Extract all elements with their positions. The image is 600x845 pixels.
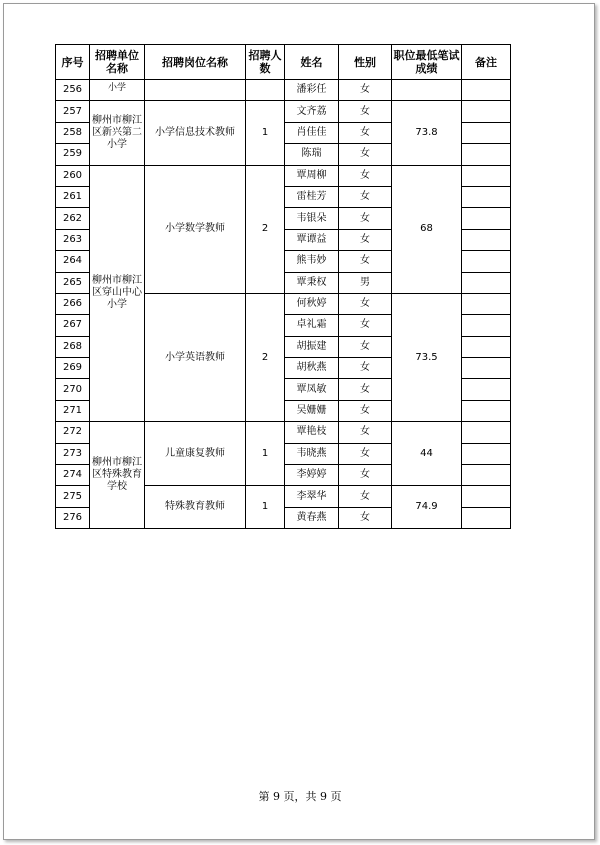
name-cell: 韦晓燕 xyxy=(285,443,339,464)
score-cell xyxy=(392,80,462,101)
name-cell: 胡振建 xyxy=(285,336,339,357)
name-cell: 卓礼霜 xyxy=(285,315,339,336)
quota-cell: 1 xyxy=(246,101,285,165)
unit-name-tail: 小学 xyxy=(107,82,126,93)
seq-cell: 273 xyxy=(56,443,90,464)
quota-cell xyxy=(246,80,285,101)
gender-cell: 女 xyxy=(339,358,392,379)
seq-cell: 259 xyxy=(56,144,90,165)
seq-cell: 274 xyxy=(56,465,90,486)
unit-cell: 柳州市柳江区穿山中心小学 xyxy=(90,165,145,422)
header-gender: 性别 xyxy=(339,45,392,80)
name-cell: 潘彩任 xyxy=(285,80,339,101)
seq-cell: 269 xyxy=(56,358,90,379)
remark-cell xyxy=(462,465,511,486)
remark-cell xyxy=(462,486,511,507)
gender-cell: 女 xyxy=(339,144,392,165)
name-cell: 雷桂芳 xyxy=(285,186,339,207)
remark-cell xyxy=(462,336,511,357)
position-cell: 小学信息技术教师 xyxy=(145,101,246,165)
seq-cell: 275 xyxy=(56,486,90,507)
remark-cell xyxy=(462,379,511,400)
seq-cell: 264 xyxy=(56,251,90,272)
score-cell: 73.8 xyxy=(392,101,462,165)
unit-cell xyxy=(90,80,145,101)
seq-cell: 268 xyxy=(56,336,90,357)
name-cell: 何秋婷 xyxy=(285,293,339,314)
position-cell: 儿童康复教师 xyxy=(145,422,246,486)
seq-cell: 261 xyxy=(56,186,90,207)
name-cell: 文齐荔 xyxy=(285,101,339,122)
score-cell: 73.5 xyxy=(392,293,462,421)
unit-cell: 柳州市柳江区新兴第二小学 xyxy=(90,101,145,165)
score-cell: 74.9 xyxy=(392,486,462,529)
name-cell: 吴姗姗 xyxy=(285,400,339,421)
name-cell: 覃艳枝 xyxy=(285,422,339,443)
gender-cell: 男 xyxy=(339,272,392,293)
header-remark: 备注 xyxy=(462,45,511,80)
remark-cell xyxy=(462,422,511,443)
remark-cell xyxy=(462,186,511,207)
position-cell xyxy=(145,80,246,101)
remark-cell xyxy=(462,208,511,229)
name-cell: 胡秋燕 xyxy=(285,358,339,379)
header-min-score: 职位最低笔试成绩 xyxy=(392,45,462,80)
seq-cell: 270 xyxy=(56,379,90,400)
gender-cell: 女 xyxy=(339,165,392,186)
gender-cell: 女 xyxy=(339,208,392,229)
position-cell: 小学英语教师 xyxy=(145,293,246,421)
name-cell: 覃谭益 xyxy=(285,229,339,250)
header-position: 招聘岗位名称 xyxy=(145,45,246,80)
name-cell: 熊韦妙 xyxy=(285,251,339,272)
name-cell: 韦银朵 xyxy=(285,208,339,229)
position-cell: 小学数学教师 xyxy=(145,165,246,293)
gender-cell: 女 xyxy=(339,443,392,464)
gender-cell: 女 xyxy=(339,251,392,272)
gender-cell: 女 xyxy=(339,293,392,314)
remark-cell xyxy=(462,400,511,421)
seq-cell: 276 xyxy=(56,507,90,528)
score-cell: 68 xyxy=(392,165,462,293)
seq-cell: 266 xyxy=(56,293,90,314)
seq-cell: 267 xyxy=(56,315,90,336)
remark-cell xyxy=(462,293,511,314)
quota-cell: 2 xyxy=(246,293,285,421)
name-cell: 陈瑞 xyxy=(285,144,339,165)
header-unit: 招聘单位名称 xyxy=(90,45,145,80)
quota-cell: 1 xyxy=(246,486,285,529)
seq-cell: 256 xyxy=(56,80,90,101)
gender-cell: 女 xyxy=(339,101,392,122)
remark-cell xyxy=(462,80,511,101)
unit-cell: 柳州市柳江区特殊教育学校 xyxy=(90,422,145,529)
gender-cell: 女 xyxy=(339,336,392,357)
seq-cell: 257 xyxy=(56,101,90,122)
seq-cell: 265 xyxy=(56,272,90,293)
header-name: 姓名 xyxy=(285,45,339,80)
score-cell: 44 xyxy=(392,422,462,486)
quota-cell: 2 xyxy=(246,165,285,293)
seq-cell: 258 xyxy=(56,122,90,143)
remark-cell xyxy=(462,122,511,143)
header-quota: 招聘人数 xyxy=(246,45,285,80)
page-footer: 第 9 页，共 9 页 xyxy=(258,790,342,803)
remark-cell xyxy=(462,443,511,464)
remark-cell xyxy=(462,229,511,250)
table-row xyxy=(56,80,511,101)
remark-cell xyxy=(462,251,511,272)
table-row xyxy=(56,101,511,122)
name-cell: 覃周柳 xyxy=(285,165,339,186)
remark-cell xyxy=(462,358,511,379)
name-cell: 李婷婷 xyxy=(285,465,339,486)
quota-cell: 1 xyxy=(246,422,285,486)
name-cell: 覃秉权 xyxy=(285,272,339,293)
remark-cell xyxy=(462,272,511,293)
remark-cell xyxy=(462,144,511,165)
gender-cell: 女 xyxy=(339,465,392,486)
seq-cell: 262 xyxy=(56,208,90,229)
header-row xyxy=(56,45,511,80)
gender-cell: 女 xyxy=(339,229,392,250)
remark-cell xyxy=(462,507,511,528)
seq-cell: 260 xyxy=(56,165,90,186)
remark-cell xyxy=(462,315,511,336)
gender-cell: 女 xyxy=(339,486,392,507)
seq-cell: 263 xyxy=(56,229,90,250)
name-cell: 黄春燕 xyxy=(285,507,339,528)
seq-cell: 271 xyxy=(56,400,90,421)
name-cell: 肖佳佳 xyxy=(285,122,339,143)
seq-cell: 272 xyxy=(56,422,90,443)
gender-cell: 女 xyxy=(339,379,392,400)
remark-cell xyxy=(462,101,511,122)
gender-cell: 女 xyxy=(339,122,392,143)
gender-cell: 女 xyxy=(339,400,392,421)
gender-cell: 女 xyxy=(339,186,392,207)
name-cell: 李翠华 xyxy=(285,486,339,507)
header-seq: 序号 xyxy=(56,45,90,80)
remark-cell xyxy=(462,165,511,186)
gender-cell: 女 xyxy=(339,507,392,528)
gender-cell: 女 xyxy=(339,80,392,101)
gender-cell: 女 xyxy=(339,315,392,336)
position-cell: 特殊教育教师 xyxy=(145,486,246,529)
name-cell: 覃凤敏 xyxy=(285,379,339,400)
recruitment-table xyxy=(55,44,511,529)
table-row xyxy=(56,422,511,443)
gender-cell: 女 xyxy=(339,422,392,443)
table-row xyxy=(56,165,511,186)
